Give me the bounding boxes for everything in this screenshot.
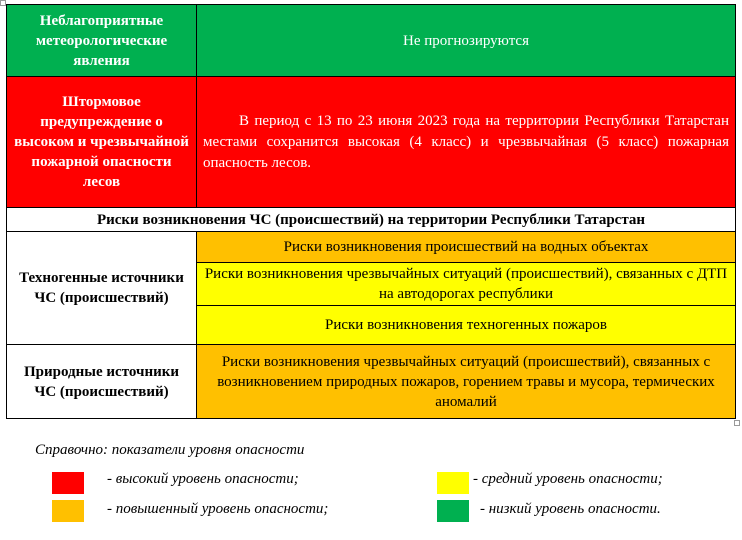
- legend-label-elevated: - повышенный уровень опасности;: [107, 501, 329, 517]
- table-resize-handle[interactable]: [734, 420, 740, 426]
- storm-warning-row: [7, 77, 736, 208]
- risk-water-objects: Риски возникновения происшествий на водных объектах: [197, 232, 736, 263]
- weather-events-label: Неблагоприятные метеорологические явления: [7, 5, 197, 77]
- legend-label-high: - высокий уровень опасности;: [107, 471, 299, 487]
- risks-header: Риски возникновения ЧС (происшествий) на территории Республики Татарстан: [7, 208, 736, 232]
- legend-swatch-medium: [437, 472, 469, 494]
- risk-natural-fires: Риски возникновения чрезвычайных ситуаций (происшествий), связанных с возникновением природных пожаров, горением травы и мусора, термических аномалий: [197, 345, 736, 419]
- legend-label-low: - низкий уровень опасности.: [480, 501, 661, 517]
- weather-events-row: [7, 5, 736, 77]
- hazard-forecast-table: [6, 4, 736, 419]
- legend-swatch-elevated: [52, 500, 84, 522]
- risk-technogenic-fires: Риски возникновения техногенных пожаров: [197, 306, 736, 345]
- technogenic-sources-label: Техногенные источники ЧС (происшествий): [7, 232, 197, 345]
- legend-swatch-high: [52, 472, 84, 494]
- natural-row: [7, 345, 736, 419]
- legend-title: Справочно: показатели уровня опасности: [35, 442, 305, 458]
- risks-header-row: [7, 208, 736, 232]
- risk-road-accidents: Риски возникновения чрезвычайных ситуаций (происшествий), связанных с ДТП на автодорогах республики: [197, 263, 736, 306]
- storm-warning-label: Штормовое предупреждение о высоком и чрезвычайной пожарной опасности лесов: [7, 77, 197, 208]
- technogenic-row-1: [7, 232, 736, 263]
- weather-events-value: Не прогнозируются: [197, 5, 736, 77]
- natural-sources-label: Природные источники ЧС (происшествий): [7, 345, 197, 419]
- storm-warning-text: В период с 13 по 23 июня 2023 года на территории Республики Татарстан местами сохранится высокая (4 класс) и чрезвычайная (5 класс) пожарная опасность лесов.: [197, 77, 736, 208]
- legend-label-medium: - средний уровень опасности;: [473, 471, 663, 487]
- legend-swatch-low: [437, 500, 469, 522]
